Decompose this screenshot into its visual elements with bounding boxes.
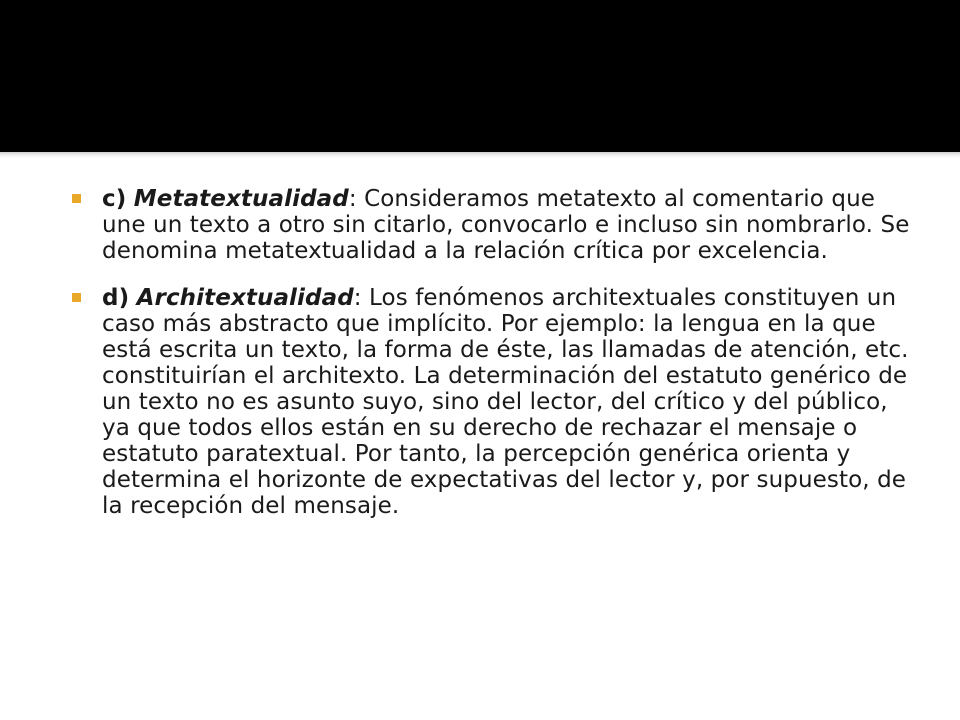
bullet-item-metatextualidad bbox=[72, 186, 922, 264]
bullet-text: Los fenómenos architextuales constituyen un caso más abstracto que implícito. Por ejemplo: la lengua en la que está escrita un texto, la forma de éste, las llamadas de atención, etc. constituirían el architexto. La determinación del estatuto genérico de un texto no es asunto suyo, sino del lector, del crítico y del público, ya que todos ellos están en su derecho de rechazar el mensaje o estatuto paratextual. Por tanto, la percepción genérica orienta y determina el horizonte de expectativas del lector y, por supuesto, de la recepción del mensaje. bbox=[102, 285, 909, 519]
title-band bbox=[0, 0, 960, 152]
bullet-item-architextualidad bbox=[72, 285, 922, 519]
square-bullet-icon bbox=[72, 293, 81, 302]
bullet-term: Architextualidad bbox=[136, 285, 354, 311]
square-bullet-icon bbox=[72, 194, 81, 203]
bullet-label: c) bbox=[102, 186, 127, 212]
bullet-list bbox=[72, 186, 922, 519]
bullet-text: Consideramos metatexto al comentario que une un texto a otro sin citarlo, convocarlo e incluso sin nombrarlo. Se denomina metatextualidad a la relación crítica por excelencia. bbox=[102, 186, 910, 264]
title-divider bbox=[0, 152, 960, 158]
bullet-term: Metatextualidad bbox=[133, 186, 349, 212]
bullet-separator: : bbox=[348, 186, 357, 212]
bullet-separator: : bbox=[353, 285, 362, 311]
bullet-label: d) bbox=[102, 285, 130, 311]
